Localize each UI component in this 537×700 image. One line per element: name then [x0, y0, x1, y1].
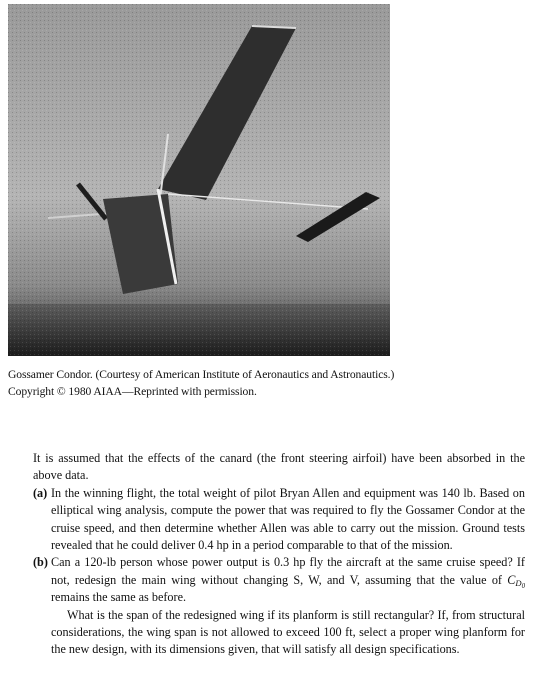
item-b-paragraph-1	[51, 554, 525, 606]
problem-text	[33, 450, 525, 659]
item-b	[33, 554, 525, 658]
item-a	[33, 485, 525, 555]
item-a-paragraph: In the winning flight, the total weight of pilot Bryan Allen and equipment was 140 lb. Based on elliptical wing analysis, compute the power that was required to fly the Gossamer Condor at the cruise speed, and then determine whether Allen was able to carry out the mission. Ground tests revealed that he could deliver 0.4 hp in a period comparable to that of the mission.	[51, 485, 525, 553]
gossamer-condor-photo	[8, 4, 390, 356]
intro-paragraph: It is assumed that the effects of the canard (the front steering airfoil) have been absorbed in the above data.	[33, 451, 525, 483]
item-b-text-after: remains the same as before.	[51, 590, 187, 605]
item-b-label: (b)	[33, 555, 48, 570]
drag-coefficient-symbol: $C_{D_0}$	[507, 572, 525, 590]
aircraft-photo-graphic	[8, 4, 390, 356]
item-a-label: (a)	[33, 485, 48, 500]
item-b-paragraph-2: What is the span of the redesigned wing if its planform is still rectangular? If, from structural considerations, the wing span is not allowed to exceed 100 ft, select a proper wing planform for the new design, with its dimensions given, that will satisfy all design specifications.	[51, 607, 525, 657]
figure-caption: Gossamer Condor. (Courtesy of American Institute of Aeronautics and Astronautics.) Copyright © 1980 AIAA—Reprinted with permission.	[8, 368, 395, 398]
item-b-text-before: Can a 120-lb person whose power output is 0.3 hp fly the aircraft at the same cruise speed? If not, redesign the main wing without changing S, W, and V, assuming that the value of	[51, 555, 525, 587]
